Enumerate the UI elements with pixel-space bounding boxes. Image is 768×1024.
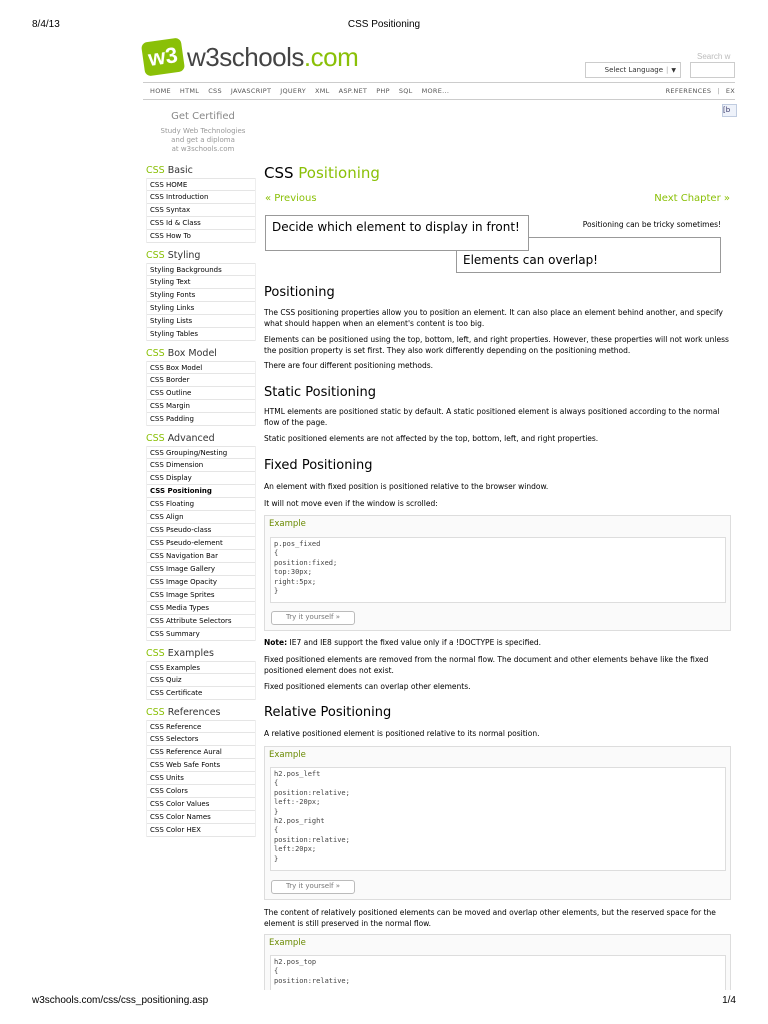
- sidebar-section-heading: [146, 165, 256, 178]
- sidebar-link[interactable]: CSS Selectors: [147, 733, 255, 746]
- sidebar-section-heading: [146, 648, 256, 661]
- print-title: CSS Positioning: [347, 19, 421, 30]
- para-methods: There are four different positioning methods.: [264, 361, 434, 370]
- sidebar-link[interactable]: Styling Text: [147, 276, 255, 289]
- try-it-button[interactable]: Try it yourself »: [271, 880, 355, 894]
- sidebar-heading-css: CSS: [146, 165, 165, 176]
- sidebar-section-heading: [146, 250, 256, 263]
- sidebar-link[interactable]: CSS Outline: [147, 387, 255, 400]
- sidebar-link[interactable]: CSS Positioning: [147, 485, 255, 498]
- nav-jquery[interactable]: JQUERY: [280, 87, 307, 95]
- sidebar-link-list: [146, 263, 256, 341]
- nav-javascript[interactable]: JAVASCRIPT: [230, 87, 272, 95]
- print-url: w3schools.com/css/css_positioning.asp: [32, 995, 209, 1006]
- sidebar-link[interactable]: CSS Grouping/Nesting: [147, 446, 255, 459]
- sidebar-link[interactable]: CSS Id & Class: [147, 217, 255, 230]
- sidebar-link[interactable]: CSS Attribute Selectors: [147, 615, 255, 628]
- sidebar-link[interactable]: CSS Introduction: [147, 191, 255, 204]
- nav-php[interactable]: PHP: [376, 87, 390, 95]
- note-label: Note:: [264, 638, 288, 647]
- para-fixed-1: An element with fixed position is positioned relative to the browser window.: [264, 482, 549, 491]
- sidebar-link[interactable]: CSS Box Model: [147, 361, 255, 374]
- sidebar-link[interactable]: CSS HOME: [147, 178, 255, 191]
- heading-fixed: Fixed Positioning: [264, 458, 373, 473]
- para-fixed-4: Fixed positioned elements can overlap other elements.: [264, 682, 471, 691]
- sidebar-link[interactable]: CSS Dimension: [147, 459, 255, 472]
- sidebar-link[interactable]: Styling Fonts: [147, 289, 255, 302]
- note-text: IE7 and IE8 support the fixed value only if a !DOCTYPE is specified.: [287, 638, 542, 647]
- sidebar-link[interactable]: CSS Color HEX: [147, 824, 255, 837]
- cert-line-2: and get a diploma: [171, 136, 235, 144]
- language-select[interactable]: Select Language | ▼: [585, 62, 681, 78]
- print-page: 1/4: [722, 995, 736, 1006]
- sidebar-link[interactable]: CSS Pseudo-element: [147, 537, 255, 550]
- para-note: [264, 638, 734, 649]
- logo-text: [187, 42, 358, 73]
- example-label: Example: [269, 750, 306, 760]
- sidebar-heading-css: CSS: [146, 707, 165, 718]
- nav-html[interactable]: HTML: [179, 87, 200, 95]
- para-relative-1: A relative positioned element is positioned relative to its normal position.: [264, 729, 540, 738]
- sidebar-link[interactable]: CSS Border: [147, 374, 255, 387]
- logo-mark: w3: [141, 37, 185, 76]
- sidebar-link[interactable]: CSS Color Values: [147, 798, 255, 811]
- sidebar-link[interactable]: CSS Image Gallery: [147, 563, 255, 576]
- example-top: [264, 934, 731, 990]
- search-input[interactable]: [690, 62, 735, 78]
- sidebar-link[interactable]: CSS Examples: [147, 661, 255, 674]
- para-fixed-2: It will not move even if the window is scrolled:: [264, 499, 438, 508]
- para-static-2: Static positioned elements are not affected by the top, bottom, left, and right properties.: [264, 434, 599, 443]
- code-block-top: h2.pos_top { position:relative;: [270, 955, 726, 990]
- logo-tld: .com: [303, 41, 359, 72]
- sidebar-heading-css: CSS: [146, 250, 165, 261]
- sidebar-heading-label: Basic: [164, 165, 193, 176]
- sidebar-link-list: [146, 720, 256, 837]
- sidebar-heading-label: References: [164, 707, 221, 718]
- sidebar-link[interactable]: CSS Align: [147, 511, 255, 524]
- sidebar-section-heading: [146, 707, 256, 720]
- nav-home[interactable]: HOME: [150, 87, 171, 95]
- demo-tricky-text: Positioning can be tricky sometimes!: [582, 220, 721, 229]
- sidebar-link[interactable]: CSS Image Opacity: [147, 576, 255, 589]
- sidebar-link[interactable]: CSS Navigation Bar: [147, 550, 255, 563]
- nav-aspnet[interactable]: ASP.NET: [338, 87, 368, 95]
- example-fixed: [264, 515, 731, 631]
- sidebar-link[interactable]: CSS Colors: [147, 785, 255, 798]
- nav-xml[interactable]: XML: [315, 87, 330, 95]
- sidebar-link[interactable]: CSS Certificate: [147, 687, 255, 700]
- logo-name: w3schools: [187, 41, 304, 72]
- sidebar-link-list: [146, 178, 256, 243]
- ad-button[interactable]: [b: [722, 104, 737, 117]
- example-relative: [264, 746, 731, 900]
- sidebar-link[interactable]: CSS Media Types: [147, 602, 255, 615]
- cert-line-3: at w3schools.com: [171, 145, 235, 153]
- sidebar-link[interactable]: CSS Summary: [147, 628, 255, 641]
- heading-relative: Relative Positioning: [264, 705, 392, 720]
- page-title-rest: Positioning: [293, 164, 380, 182]
- sidebar-link-list: [146, 661, 256, 700]
- previous-link[interactable]: « Previous: [265, 193, 317, 204]
- sidebar-heading-css: CSS: [146, 348, 165, 359]
- example-label: Example: [269, 519, 306, 529]
- page-title: [264, 164, 380, 182]
- sidebar-link[interactable]: CSS Display: [147, 472, 255, 485]
- language-label: Select Language: [604, 66, 664, 74]
- sidebar-link[interactable]: CSS Color Names: [147, 811, 255, 824]
- next-chapter-link[interactable]: Next Chapter »: [654, 193, 730, 204]
- page-title-css: CSS: [264, 164, 294, 182]
- sidebar-link[interactable]: CSS How To: [147, 230, 255, 243]
- sidebar-link[interactable]: CSS Image Sprites: [147, 589, 255, 602]
- nav-css[interactable]: CSS: [208, 87, 222, 95]
- sidebar: [146, 165, 256, 837]
- demo-front-box: Decide which element to display in front!: [265, 215, 529, 251]
- nav-separator: |: [717, 87, 720, 95]
- sidebar-link[interactable]: CSS Units: [147, 772, 255, 785]
- sidebar-link[interactable]: CSS Quiz: [147, 674, 255, 687]
- sidebar-heading-label: Examples: [164, 648, 214, 659]
- sidebar-link[interactable]: CSS Pseudo-class: [147, 524, 255, 537]
- nav-more[interactable]: MORE...: [421, 87, 450, 95]
- cert-title[interactable]: Get Certified: [171, 111, 235, 122]
- heading-static: Static Positioning: [264, 385, 377, 400]
- try-it-button[interactable]: Try it yourself »: [271, 611, 355, 625]
- sidebar-heading-label: Advanced: [164, 433, 215, 444]
- nav-references[interactable]: REFERENCES: [665, 87, 712, 95]
- sidebar-link[interactable]: CSS Syntax: [147, 204, 255, 217]
- sidebar-section-heading: [146, 433, 256, 446]
- sidebar-link-list: [146, 446, 256, 641]
- sidebar-heading-css: CSS: [146, 433, 165, 444]
- search-placeholder: Search w: [697, 52, 731, 61]
- code-block-fixed: p.pos_fixed { position:fixed; top:30px; right:5px; }: [270, 537, 726, 603]
- sidebar-heading-label: Box Model: [164, 348, 217, 359]
- para-properties: Elements can be positioned using the top, bottom, left, and right properties. However, these properties will not work unless the position property is set first. They also work differently depending on the positioning method.: [264, 335, 729, 355]
- sidebar-link[interactable]: CSS Reference: [147, 720, 255, 733]
- top-nav: [143, 82, 735, 100]
- heading-positioning: Positioning: [264, 285, 335, 300]
- sidebar-heading-label: Styling: [164, 250, 201, 261]
- sidebar-link[interactable]: CSS Padding: [147, 413, 255, 426]
- para-relative-2: The content of relatively positioned elements can be moved and overlap other elements, but the reserved space for the element is still preserved in the normal flow.: [264, 908, 716, 928]
- para-static-1: HTML elements are positioned static by default. A static positioned element is always positioned according to the normal flow of the page.: [264, 407, 720, 427]
- sidebar-link[interactable]: CSS Web Safe Fonts: [147, 759, 255, 772]
- sidebar-section-heading: [146, 348, 256, 361]
- cert-line-1: Study Web Technologies: [160, 127, 246, 135]
- para-intro: The CSS positioning properties allow you to position an element. It can also place an element behind another, and specify what should happen when an element's content is too big.: [264, 308, 723, 328]
- sidebar-link[interactable]: CSS Margin: [147, 400, 255, 413]
- code-block-relative: h2.pos_left { position:relative; left:-20px; } h2.pos_right { position:relative; left:20px; }: [270, 767, 726, 871]
- sidebar-link[interactable]: Styling Lists: [147, 315, 255, 328]
- example-label: Example: [269, 938, 306, 948]
- sidebar-link-list: [146, 361, 256, 426]
- chevron-down-icon: ▼: [671, 66, 676, 74]
- sidebar-link[interactable]: Styling Backgrounds: [147, 263, 255, 276]
- sidebar-heading-css: CSS: [146, 648, 165, 659]
- nav-sql[interactable]: SQL: [398, 87, 413, 95]
- para-fixed-3: Fixed positioned elements are removed from the normal flow. The document and other elements behave like the fixed positioned element does not exist.: [264, 655, 709, 675]
- demo-overlap-text: Elements can overlap!: [463, 253, 598, 267]
- print-date: 8/4/13: [32, 19, 60, 30]
- nav-examples[interactable]: EX: [725, 87, 735, 95]
- sidebar-link[interactable]: Styling Tables: [147, 328, 255, 341]
- site-logo[interactable]: [143, 40, 358, 74]
- sidebar-link[interactable]: CSS Reference Aural: [147, 746, 255, 759]
- sidebar-link[interactable]: CSS Floating: [147, 498, 255, 511]
- sidebar-link[interactable]: Styling Links: [147, 302, 255, 315]
